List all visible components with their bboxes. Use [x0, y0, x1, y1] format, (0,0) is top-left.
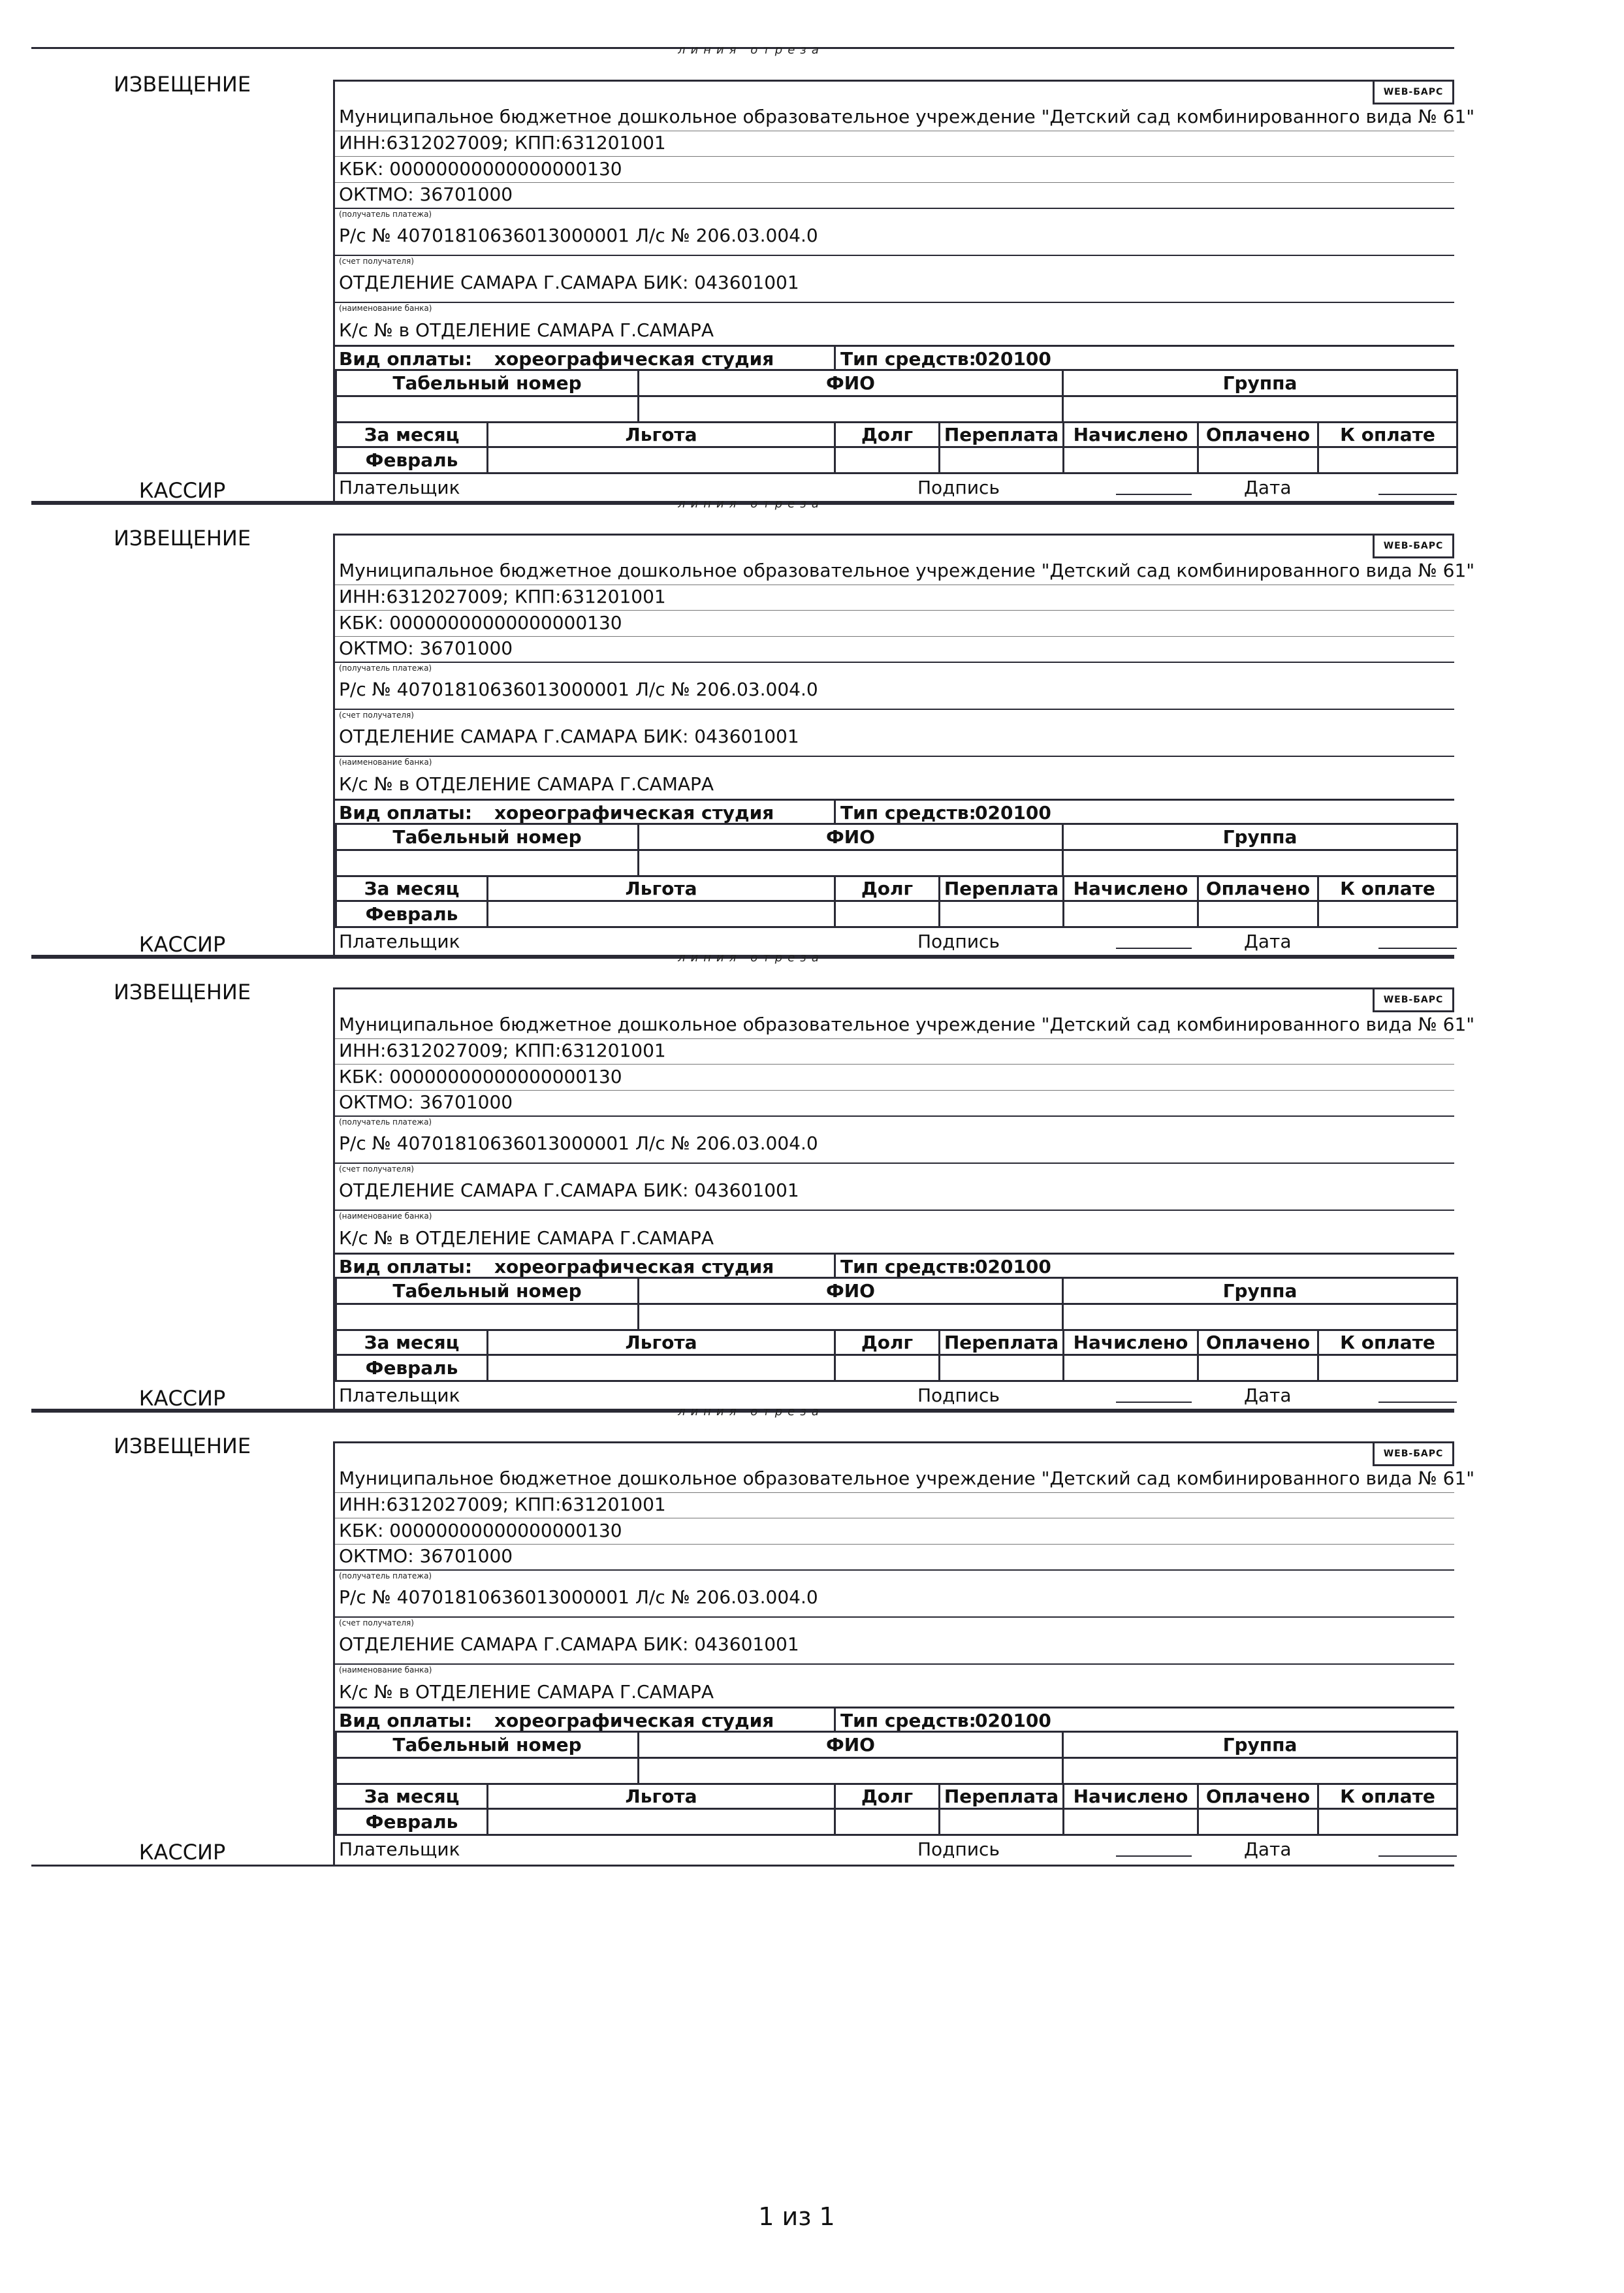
recipient-name: Муниципальное бюджетное дошкольное образовательное учреждение "Детский сад комбинированного вида № 61" — [339, 106, 1475, 127]
funds-type-label: Тип средств: — [840, 1256, 976, 1277]
tab-number-cell — [336, 1758, 639, 1784]
notice-label: ИЗВЕЩЕНИЕ — [113, 1434, 251, 1458]
signature-blank — [1116, 1855, 1192, 1857]
accrued-cell — [1064, 1809, 1198, 1835]
cashier-label: КАССИР — [138, 1840, 226, 1865]
to-pay-header: К оплате — [1318, 1330, 1457, 1355]
paid-cell — [1198, 1809, 1318, 1835]
date-label: Дата — [1244, 1838, 1292, 1860]
debt-cell — [835, 901, 940, 927]
accrued-header: Начислено — [1064, 1784, 1198, 1809]
account-caption: (счет получателя) — [339, 711, 414, 720]
notice-label: ИЗВЕЩЕНИЕ — [113, 72, 251, 97]
fio-header: ФИО — [639, 370, 1063, 396]
recipient-oktmo: ОКТМО: 36701000 — [339, 1545, 513, 1567]
overpayment-cell — [940, 1809, 1064, 1835]
debt-cell — [835, 1355, 940, 1381]
payer-info-table — [335, 369, 1458, 423]
recipient-corr-account: К/с № в ОТДЕЛЕНИЕ САМАРА Г.САМАРА — [339, 1227, 714, 1249]
month-value: Февраль — [336, 1355, 488, 1381]
recipient-inn-kpp: ИНН:6312027009; КПП:631201001 — [339, 1040, 666, 1061]
benefit-cell — [488, 447, 835, 473]
recipient-account: Р/с № 40701810636013000001 Л/с № 206.03.004.0 — [339, 225, 818, 246]
page-number: 1 из 1 — [758, 2202, 835, 2231]
accrued-cell — [1064, 1355, 1198, 1381]
month-header: За месяц — [336, 1784, 488, 1809]
funds-type-value: 020100 — [975, 348, 1051, 370]
to-pay-cell — [1318, 1355, 1457, 1381]
signature-blank — [1116, 948, 1192, 949]
benefit-header: Льгота — [488, 1330, 835, 1355]
month-value: Февраль — [336, 447, 488, 473]
payment-type-label: Вид оплаты: — [339, 348, 473, 370]
cut-line-text: линия отреза — [678, 43, 824, 57]
to-pay-cell — [1318, 901, 1457, 927]
recipient-corr-account: К/с № в ОТДЕЛЕНИЕ САМАРА Г.САМАРА — [339, 319, 714, 341]
receipt-left-column — [31, 1424, 333, 1867]
receipt-details — [333, 534, 1475, 959]
recipient-caption: (получатель платежа) — [339, 1571, 432, 1580]
payment-receipt — [31, 63, 1475, 505]
funds-type-label: Тип средств: — [840, 802, 976, 824]
month-value: Февраль — [336, 1809, 488, 1835]
debt-header: Долг — [835, 423, 940, 447]
debt-cell — [835, 1809, 940, 1835]
payer-label: Плательщик — [339, 931, 460, 952]
fio-header: ФИО — [639, 824, 1063, 850]
paid-header: Оплачено — [1198, 423, 1318, 447]
fio-cell — [639, 396, 1063, 423]
month-header: За месяц — [336, 876, 488, 901]
debt-header: Долг — [835, 1330, 940, 1355]
funds-type-label: Тип средств: — [840, 348, 976, 370]
web-bars-logo: WEB-БАРС — [1373, 987, 1454, 1012]
payer-label: Плательщик — [339, 1385, 460, 1406]
debt-cell — [835, 447, 940, 473]
accrued-cell — [1064, 901, 1198, 927]
date-blank — [1378, 1402, 1457, 1403]
debt-header: Долг — [835, 876, 940, 901]
payer-label: Плательщик — [339, 1838, 460, 1860]
payment-type-value: хореографическая студия — [494, 1256, 774, 1277]
payment-receipt — [31, 1424, 1475, 1867]
tab-number-header: Табельный номер — [336, 370, 639, 396]
web-bars-logo: WEB-БАРС — [1373, 1441, 1454, 1466]
overpayment-header: Переплата — [940, 1784, 1064, 1809]
date-label: Дата — [1244, 477, 1292, 498]
signature-label: Подпись — [917, 477, 1000, 498]
recipient-bank: ОТДЕЛЕНИЕ САМАРА Г.САМАРА БИК: 043601001 — [339, 1633, 799, 1655]
recipient-bank: ОТДЕЛЕНИЕ САМАРА Г.САМАРА БИК: 043601001 — [339, 272, 799, 293]
tab-number-cell — [336, 396, 639, 423]
month-header: За месяц — [336, 423, 488, 447]
fio-header: ФИО — [639, 1732, 1063, 1758]
receipt-details — [333, 1441, 1475, 1867]
tab-number-header: Табельный номер — [336, 824, 639, 850]
overpayment-cell — [940, 447, 1064, 473]
accrued-header: Начислено — [1064, 876, 1198, 901]
recipient-kbk: КБК: 00000000000000000130 — [339, 612, 622, 633]
paid-header: Оплачено — [1198, 1784, 1318, 1809]
recipient-name: Муниципальное бюджетное дошкольное образовательное учреждение "Детский сад комбинированного вида № 61" — [339, 560, 1475, 581]
to-pay-header: К оплате — [1318, 423, 1457, 447]
benefit-header: Льгота — [488, 423, 835, 447]
tab-number-cell — [336, 850, 639, 876]
payment-type-row — [335, 799, 1454, 825]
overpayment-header: Переплата — [940, 876, 1064, 901]
cashier-label: КАССИР — [138, 1386, 226, 1411]
notice-label: ИЗВЕЩЕНИЕ — [113, 980, 251, 1004]
payment-type-value: хореографическая студия — [494, 1710, 774, 1731]
recipient-caption: (получатель платежа) — [339, 210, 432, 219]
to-pay-cell — [1318, 1809, 1457, 1835]
month-value: Февраль — [336, 901, 488, 927]
recipient-name: Муниципальное бюджетное дошкольное образовательное учреждение "Детский сад комбинированного вида № 61" — [339, 1467, 1475, 1489]
bank-caption: (наименование банка) — [339, 1665, 432, 1675]
to-pay-header: К оплате — [1318, 876, 1457, 901]
cut-line-text: линия отреза — [678, 1405, 824, 1419]
payment-type-label: Вид оплаты: — [339, 802, 473, 824]
recipient-account: Р/с № 40701810636013000001 Л/с № 206.03.004.0 — [339, 679, 818, 700]
recipient-kbk: КБК: 00000000000000000130 — [339, 1066, 622, 1087]
signature-blank — [1116, 494, 1192, 495]
cut-line-text: линия отреза — [678, 951, 824, 965]
recipient-corr-account: К/с № в ОТДЕЛЕНИЕ САМАРА Г.САМАРА — [339, 1681, 714, 1703]
payer-info-table — [335, 1731, 1458, 1785]
benefit-header: Льгота — [488, 876, 835, 901]
payment-receipt — [31, 517, 1475, 959]
overpayment-header: Переплата — [940, 423, 1064, 447]
signature-blank — [1116, 1402, 1192, 1403]
funds-type-value: 020100 — [975, 1256, 1051, 1277]
paid-header: Оплачено — [1198, 876, 1318, 901]
group-header: Группа — [1063, 824, 1457, 850]
accrued-cell — [1064, 447, 1198, 473]
charges-table — [335, 1783, 1458, 1836]
group-cell — [1063, 396, 1457, 423]
recipient-bank: ОТДЕЛЕНИЕ САМАРА Г.САМАРА БИК: 043601001 — [339, 726, 799, 747]
recipient-oktmo: ОКТМО: 36701000 — [339, 637, 513, 659]
recipient-corr-account: К/с № в ОТДЕЛЕНИЕ САМАРА Г.САМАРА — [339, 773, 714, 795]
fio-cell — [639, 850, 1063, 876]
payment-type-value: хореографическая студия — [494, 348, 774, 370]
tab-number-header: Табельный номер — [336, 1732, 639, 1758]
cashier-label: КАССИР — [138, 932, 226, 957]
payer-info-table — [335, 823, 1458, 877]
recipient-name: Муниципальное бюджетное дошкольное образовательное учреждение "Детский сад комбинированного вида № 61" — [339, 1014, 1475, 1035]
tab-number-header: Табельный номер — [336, 1278, 639, 1304]
payment-type-value: хореографическая студия — [494, 802, 774, 824]
group-header: Группа — [1063, 1732, 1457, 1758]
charges-table — [335, 421, 1458, 474]
date-label: Дата — [1244, 1385, 1292, 1406]
account-caption: (счет получателя) — [339, 1164, 414, 1174]
receipt-left-column — [31, 63, 333, 505]
accrued-header: Начислено — [1064, 1330, 1198, 1355]
recipient-bank: ОТДЕЛЕНИЕ САМАРА Г.САМАРА БИК: 043601001 — [339, 1179, 799, 1201]
recipient-oktmo: ОКТМО: 36701000 — [339, 1091, 513, 1113]
fio-header: ФИО — [639, 1278, 1063, 1304]
cut-line-text: линия отреза — [678, 497, 824, 511]
payment-type-row — [335, 1253, 1454, 1279]
payment-type-label: Вид оплаты: — [339, 1710, 473, 1731]
debt-header: Долг — [835, 1784, 940, 1809]
paid-cell — [1198, 901, 1318, 927]
funds-type-value: 020100 — [975, 1710, 1051, 1731]
receipt-details — [333, 987, 1475, 1413]
recipient-kbk: КБК: 00000000000000000130 — [339, 1520, 622, 1541]
date-blank — [1378, 1855, 1457, 1857]
notice-label: ИЗВЕЩЕНИЕ — [113, 526, 251, 551]
bank-caption: (наименование банка) — [339, 1211, 432, 1221]
account-caption: (счет получателя) — [339, 1618, 414, 1628]
receipt-left-column — [31, 517, 333, 959]
benefit-header: Льгота — [488, 1784, 835, 1809]
signature-label: Подпись — [917, 1838, 1000, 1860]
overpayment-cell — [940, 1355, 1064, 1381]
recipient-caption: (получатель платежа) — [339, 1117, 432, 1127]
bank-caption: (наименование банка) — [339, 758, 432, 767]
overpayment-cell — [940, 901, 1064, 927]
recipient-inn-kpp: ИНН:6312027009; КПП:631201001 — [339, 132, 666, 153]
to-pay-header: К оплате — [1318, 1784, 1457, 1809]
group-cell — [1063, 1758, 1457, 1784]
charges-table — [335, 875, 1458, 928]
date-blank — [1378, 948, 1457, 949]
cashier-label: КАССИР — [138, 478, 226, 503]
recipient-oktmo: ОКТМО: 36701000 — [339, 184, 513, 205]
payment-type-row — [335, 1707, 1454, 1733]
group-header: Группа — [1063, 370, 1457, 396]
signature-label: Подпись — [917, 1385, 1000, 1406]
payment-type-label: Вид оплаты: — [339, 1256, 473, 1277]
group-header: Группа — [1063, 1278, 1457, 1304]
recipient-kbk: КБК: 00000000000000000130 — [339, 158, 622, 180]
recipient-account: Р/с № 40701810636013000001 Л/с № 206.03.004.0 — [339, 1132, 818, 1154]
benefit-cell — [488, 1355, 835, 1381]
web-bars-logo: WEB-БАРС — [1373, 80, 1454, 104]
date-label: Дата — [1244, 931, 1292, 952]
recipient-caption: (получатель платежа) — [339, 664, 432, 673]
signature-label: Подпись — [917, 931, 1000, 952]
payment-receipt — [31, 970, 1475, 1413]
account-caption: (счет получателя) — [339, 257, 414, 266]
fio-cell — [639, 1758, 1063, 1784]
fio-cell — [639, 1304, 1063, 1330]
overpayment-header: Переплата — [940, 1330, 1064, 1355]
date-blank — [1378, 494, 1457, 495]
funds-type-label: Тип средств: — [840, 1710, 976, 1731]
recipient-inn-kpp: ИНН:6312027009; КПП:631201001 — [339, 1494, 666, 1515]
bank-caption: (наименование банка) — [339, 304, 432, 313]
month-header: За месяц — [336, 1330, 488, 1355]
group-cell — [1063, 850, 1457, 876]
web-bars-logo: WEB-БАРС — [1373, 534, 1454, 558]
funds-type-value: 020100 — [975, 802, 1051, 824]
to-pay-cell — [1318, 447, 1457, 473]
recipient-account: Р/с № 40701810636013000001 Л/с № 206.03.004.0 — [339, 1586, 818, 1608]
charges-table — [335, 1329, 1458, 1382]
paid-cell — [1198, 1355, 1318, 1381]
receipt-left-column — [31, 970, 333, 1413]
payer-info-table — [335, 1277, 1458, 1331]
receipt-details — [333, 80, 1475, 505]
group-cell — [1063, 1304, 1457, 1330]
recipient-inn-kpp: ИНН:6312027009; КПП:631201001 — [339, 586, 666, 607]
paid-header: Оплачено — [1198, 1330, 1318, 1355]
benefit-cell — [488, 1809, 835, 1835]
paid-cell — [1198, 447, 1318, 473]
payer-label: Плательщик — [339, 477, 460, 498]
tab-number-cell — [336, 1304, 639, 1330]
payment-type-row — [335, 345, 1454, 371]
accrued-header: Начислено — [1064, 423, 1198, 447]
benefit-cell — [488, 901, 835, 927]
